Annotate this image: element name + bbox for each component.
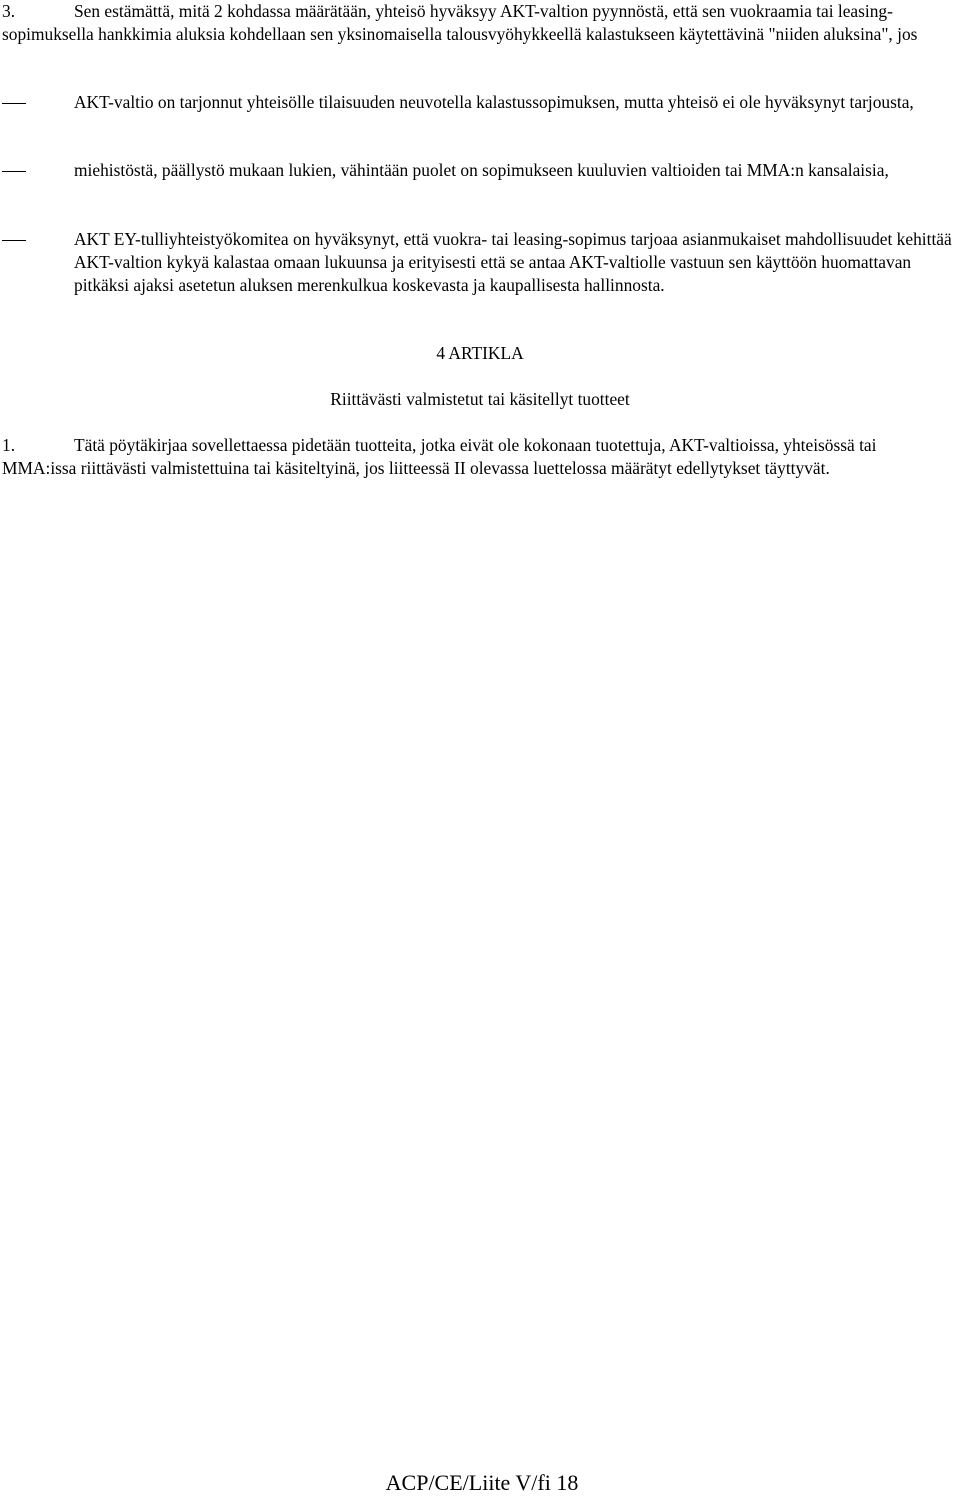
paragraph-number: 3. <box>2 1 16 21</box>
paragraph-text: Sen estämättä, mitä 2 kohdassa määrätään, yhteisö hyväksyy AKT-valtion pyynnöstä, että sen vuokraamia tai leasing-sopimuksella hankkimia aluksia kohdellaan sen yksinomaisella talousvyöhykkeellä kalastukseen käytettävinä "niiden aluksina", jos <box>2 1 918 44</box>
condition-text: AKT EY-tulliyhteistyökomitea on hyväksynyt, että vuokra- tai leasing-sopimus tarjoaa asianmukaiset mahdollisuudet kehittää AKT-valtion kykyä kalastaa omaan lukuunsa ja erityisesti että se antaa AKT-valtiolle vastuun sen käyttöön huomattavan pitkäksi ajaksi asetetun aluksen merenkulkua koskevasta ja kaupallisesta hallinnosta. <box>74 229 952 295</box>
article-heading: 4 ARTIKLA <box>436 343 524 363</box>
condition-item <box>2 91 954 114</box>
condition-item <box>2 228 954 297</box>
paragraph-1 <box>2 434 952 480</box>
article-subheading: Riittävästi valmistetut tai käsitellyt tuotteet <box>330 389 630 409</box>
condition-text: miehistöstä, päällystö mukaan lukien, vähintään puolet on sopimukseen kuuluvien valtioiden tai MMA:n kansalaisia, <box>74 160 889 180</box>
page-footer-reference: ACP/CE/Liite V/fi 18 <box>385 1470 579 1495</box>
paragraph-text: Tätä pöytäkirjaa sovellettaessa pidetään tuotteita, jotka eivät ole kokonaan tuotettuja, AKT-valtioissa, yhteisössä tai MMA:issa riittävästi valmistettuina tai käsiteltyinä, jos liitteessä II olevassa luettelossa määrätyt edellytykset täyttyvät. <box>2 435 877 478</box>
paragraph-3 <box>2 0 952 46</box>
paragraph-number: 1. <box>2 435 16 455</box>
condition-text: AKT-valtio on tarjonnut yhteisölle tilaisuuden neuvotella kalastussopimuksen, mutta yhteisö ei ole hyväksynyt tarjousta, <box>74 92 914 112</box>
condition-item <box>2 159 954 182</box>
